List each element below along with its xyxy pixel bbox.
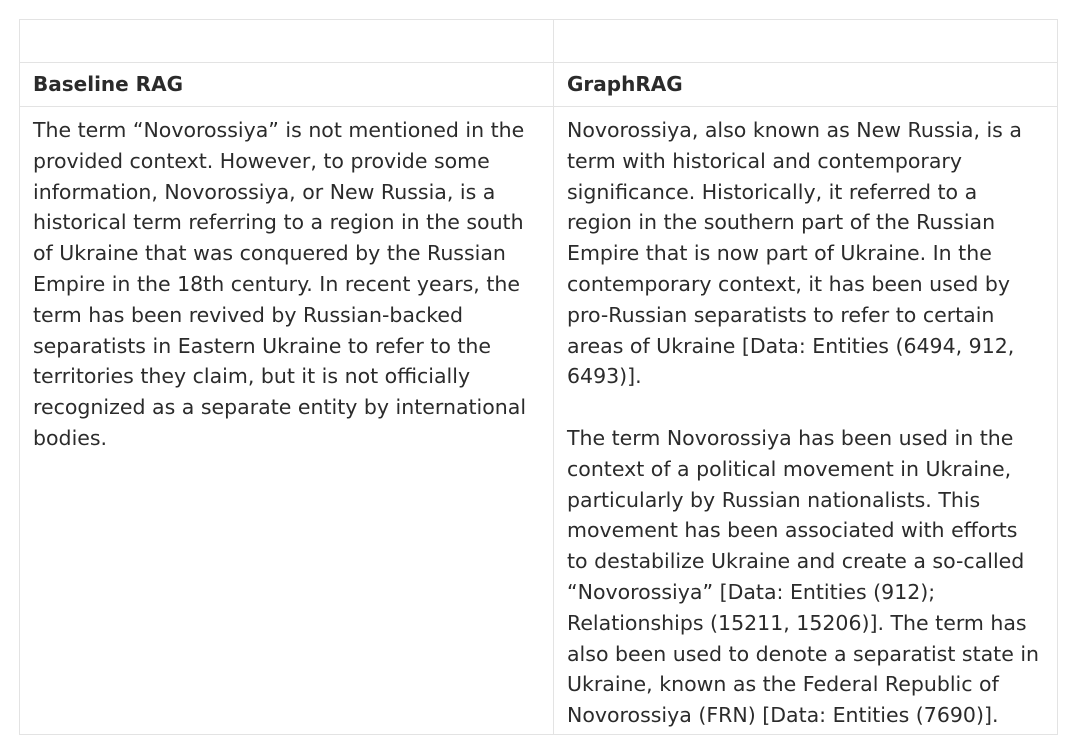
header-cell-baseline	[20, 63, 554, 107]
baseline-rag-header: Baseline RAG	[33, 72, 183, 96]
baseline-answer-text: The term “Novorossiya” is not mentioned in the provided context. However, to provide some information, Novorossiya, or New Russia, is a historical term referring to a region in the south of Ukraine that was conquered by the Russian Empire in the 18th century. In recent years, the term has been revived by Russian-backed separatists in Eastern Ukraine to refer to the territories they claim, but it is not officially recognized as a separate entity by international bodies.	[33, 118, 527, 450]
graphrag-header: GraphRAG	[567, 72, 683, 96]
baseline-answer-cell	[20, 107, 554, 735]
header-cell-graphrag	[554, 63, 1058, 107]
header-row	[20, 63, 1058, 107]
empty-row	[20, 20, 1058, 63]
graphrag-answer-paragraph-1: Novorossiya, also known as New Russia, is a term with historical and contemporary significance. Historically, it referred to a region in the southern part of the Russian Empire that is now part of Ukraine. In the contemporary context, it has been used by pro-Russian separatists to refer to certain areas of Ukraine [Data: Entities (6494, 912, 6493)].	[567, 118, 1022, 389]
comparison-table	[19, 19, 1058, 735]
graphrag-answer-paragraph-2: The term Novorossiya has been used in the context of a political movement in Ukraine, particularly by Russian nationalists. This movement has been associated with efforts to destabilize Ukraine and create a so-called “Novorossiya” [Data: Entities (912); Relationships (15211, 15206)]. The term has also been used to denote a separatist state in Ukraine, known as the Federal Republic of Novorossiya (FRN) [Data: Entities (7690)].	[567, 425, 1040, 728]
graphrag-answer-cell	[554, 107, 1058, 735]
answer-row	[20, 107, 1058, 735]
empty-cell-graphrag	[554, 20, 1058, 63]
empty-cell-baseline	[20, 20, 554, 63]
